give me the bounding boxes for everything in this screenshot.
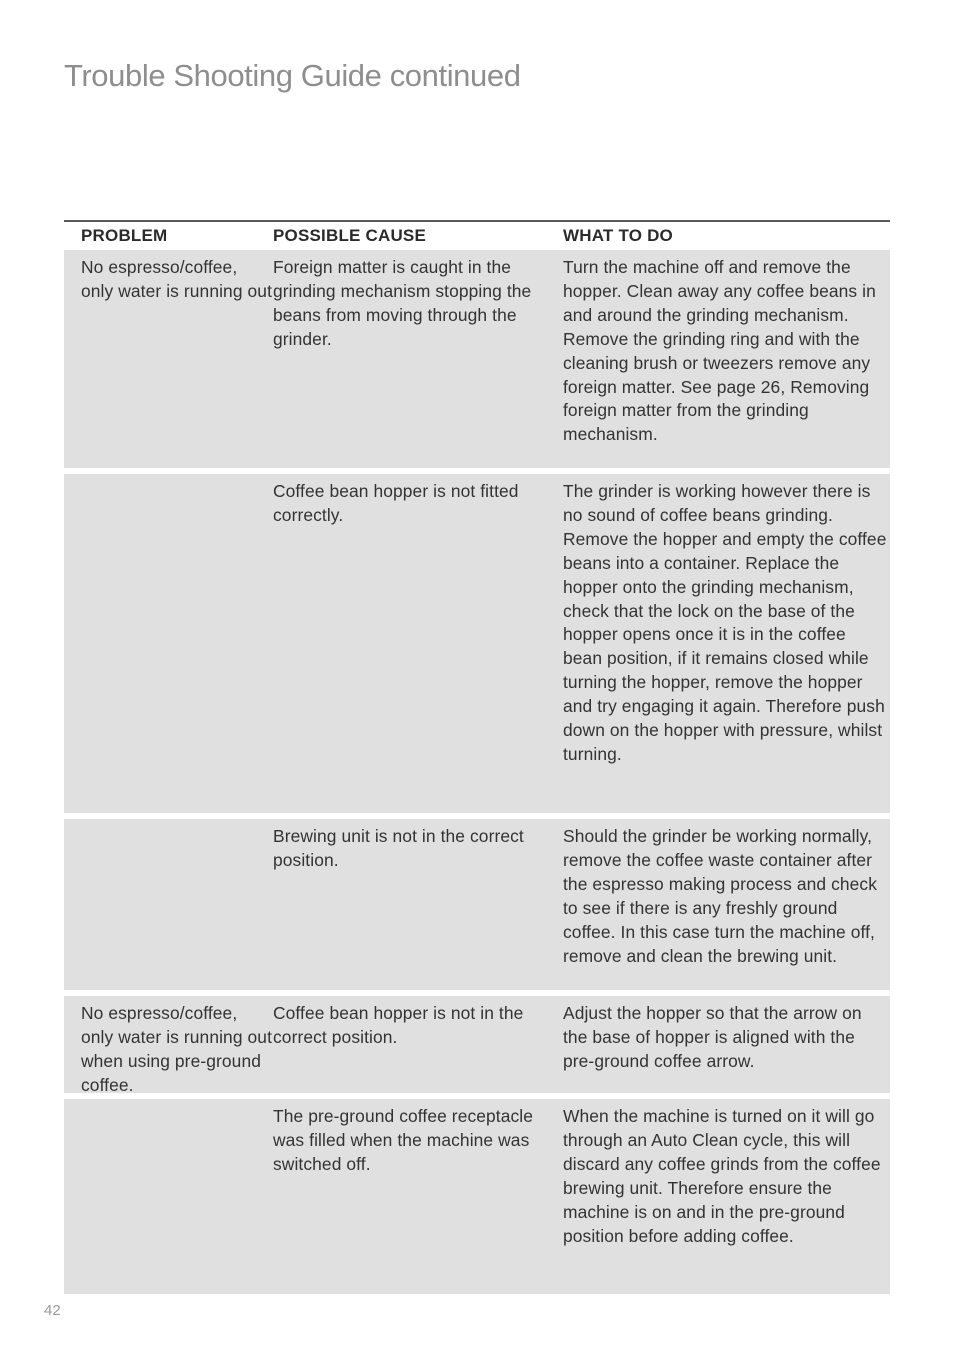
page-title: Trouble Shooting Guide continued	[64, 58, 521, 93]
action-cell: Adjust the hopper so that the arrow on the base of hopper is aligned with the pre-ground coffee arrow.	[563, 1003, 862, 1071]
problem-cell	[64, 825, 273, 990]
table-header-row	[64, 222, 890, 250]
table-row	[64, 250, 890, 468]
problem-cell: No espresso/coffee, only water is running out when using pre-ground coffee.	[81, 1003, 273, 1095]
table-row	[64, 474, 890, 813]
problem-cell	[64, 1105, 273, 1294]
action-cell: The grinder is working however there is no sound of coffee beans grinding. Remove the hopper and empty the coffee beans into a container. Replace the hopper onto the grinding mechanism, check that the lock on the base of the hopper opens once it is in the coffee bean position, if it remains closed while turning the hopper, remove the hopper and try engaging it again. Therefore push down on the hopper with pressure, whilst turning.	[563, 481, 887, 764]
table-row	[64, 1099, 890, 1294]
problem-cell	[64, 480, 273, 813]
table-row	[64, 819, 890, 990]
table-row	[64, 996, 890, 1093]
action-cell: Should the grinder be working normally, remove the coffee waste container after the espresso making process and check to see if there is any freshly ground coffee. In this case turn the machine off, remove and clean the brewing unit.	[563, 826, 877, 966]
cause-cell: Coffee bean hopper is not in the correct position.	[273, 1003, 524, 1047]
cause-cell: The pre-ground coffee receptacle was filled when the machine was switched off.	[273, 1106, 534, 1174]
action-cell: When the machine is turned on it will go through an Auto Clean cycle, this will discard any coffee grinds from the coffee brewing unit. Therefore ensure the machine is on and in the pre-ground position before adding coffee.	[563, 1106, 881, 1246]
action-cell: Turn the machine off and remove the hopper. Clean away any coffee beans in and around the grinding mechanism. Remove the grinding ring and with the cleaning brush or tweezers remove any foreign matter. See page 26, Removing foreign matter from the grinding mechanism.	[563, 257, 876, 445]
troubleshooting-table	[64, 220, 890, 1294]
header-possible-cause: POSSIBLE CAUSE	[273, 225, 426, 245]
cause-cell: Coffee bean hopper is not fitted correctly.	[273, 481, 519, 525]
cause-cell: Foreign matter is caught in the grinding mechanism stopping the beans from moving through the grinder.	[273, 257, 532, 349]
problem-cell: No espresso/coffee, only water is running out	[81, 257, 273, 301]
page-number: 42	[44, 1302, 61, 1319]
cause-cell: Brewing unit is not in the correct position.	[273, 826, 524, 870]
header-problem: PROBLEM	[81, 225, 168, 245]
header-what-to-do: WHAT TO DO	[563, 225, 673, 245]
